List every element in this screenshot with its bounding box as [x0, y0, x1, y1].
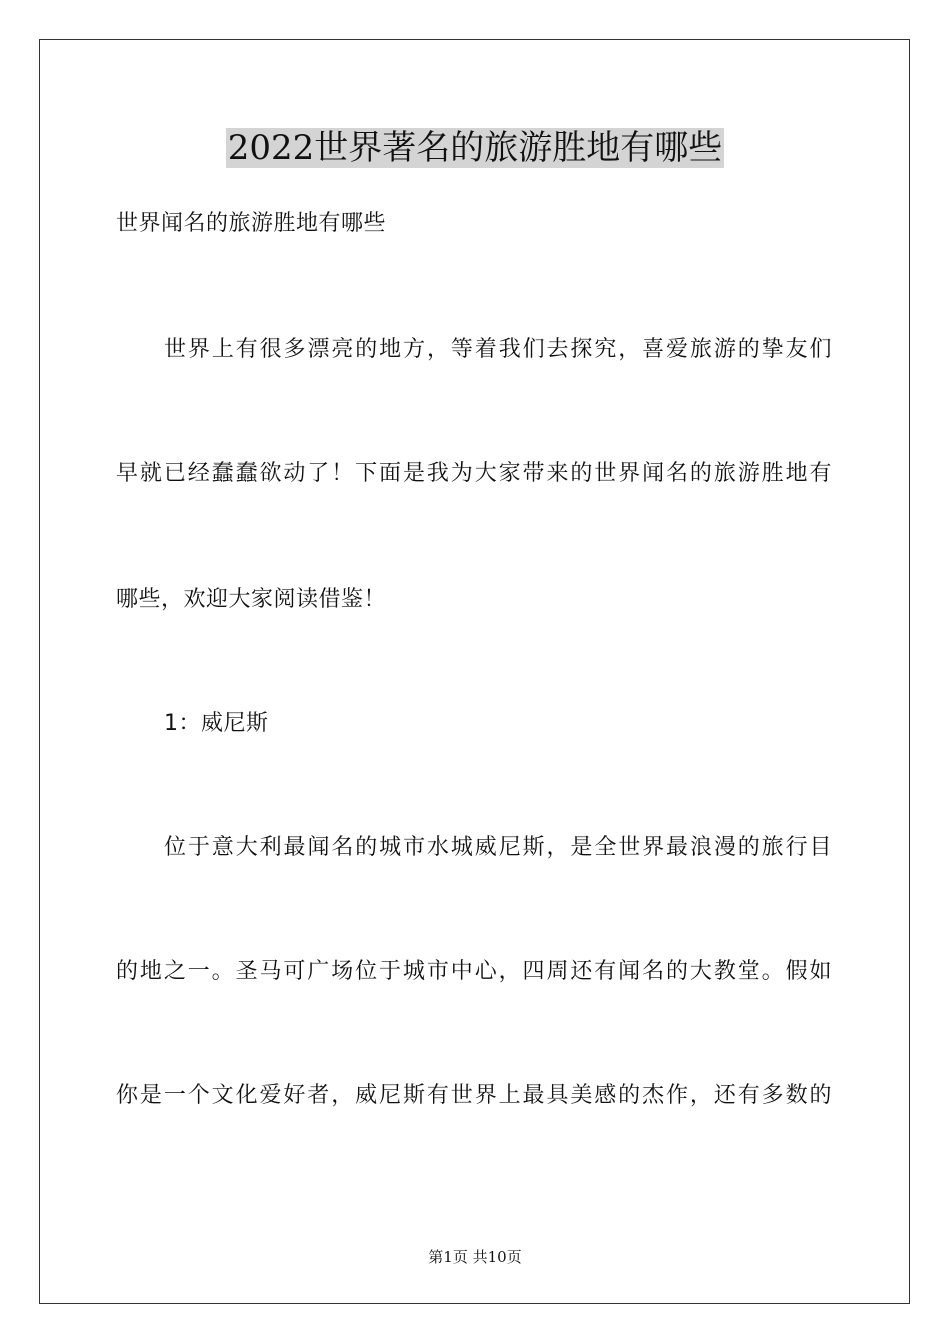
page-footer: 第1页 共10页 [428, 1248, 522, 1266]
intro-paragraph-line-1: 世界上有很多漂亮的地方，等着我们去探究，喜爱旅游的挚友们 [164, 337, 832, 362]
venice-paragraph-line-2: 的地之一。圣马可广场位于城市中心，四周还有闻名的大教堂。假如 [116, 959, 832, 984]
intro-paragraph-line-3: 哪些，欢迎大家阅读借鉴！ [116, 587, 387, 612]
venice-paragraph-line-3: 你是一个文化爱好者，威尼斯有世界上最具美感的杰作，还有多数的 [116, 1083, 832, 1108]
document-subtitle: 世界闻名的旅游胜地有哪些 [116, 211, 387, 236]
venice-paragraph-line-1: 位于意大利最闻名的城市水城威尼斯，是全世界最浪漫的旅行目 [164, 835, 832, 860]
document-title-text: 2022世界著名的旅游胜地有哪些 [227, 128, 723, 168]
section-heading-venice: 1：威尼斯 [164, 711, 269, 736]
document-title [0, 126, 950, 170]
intro-paragraph-line-2: 早就已经蠢蠢欲动了！下面是我为大家带来的世界闻名的旅游胜地有 [116, 461, 832, 486]
